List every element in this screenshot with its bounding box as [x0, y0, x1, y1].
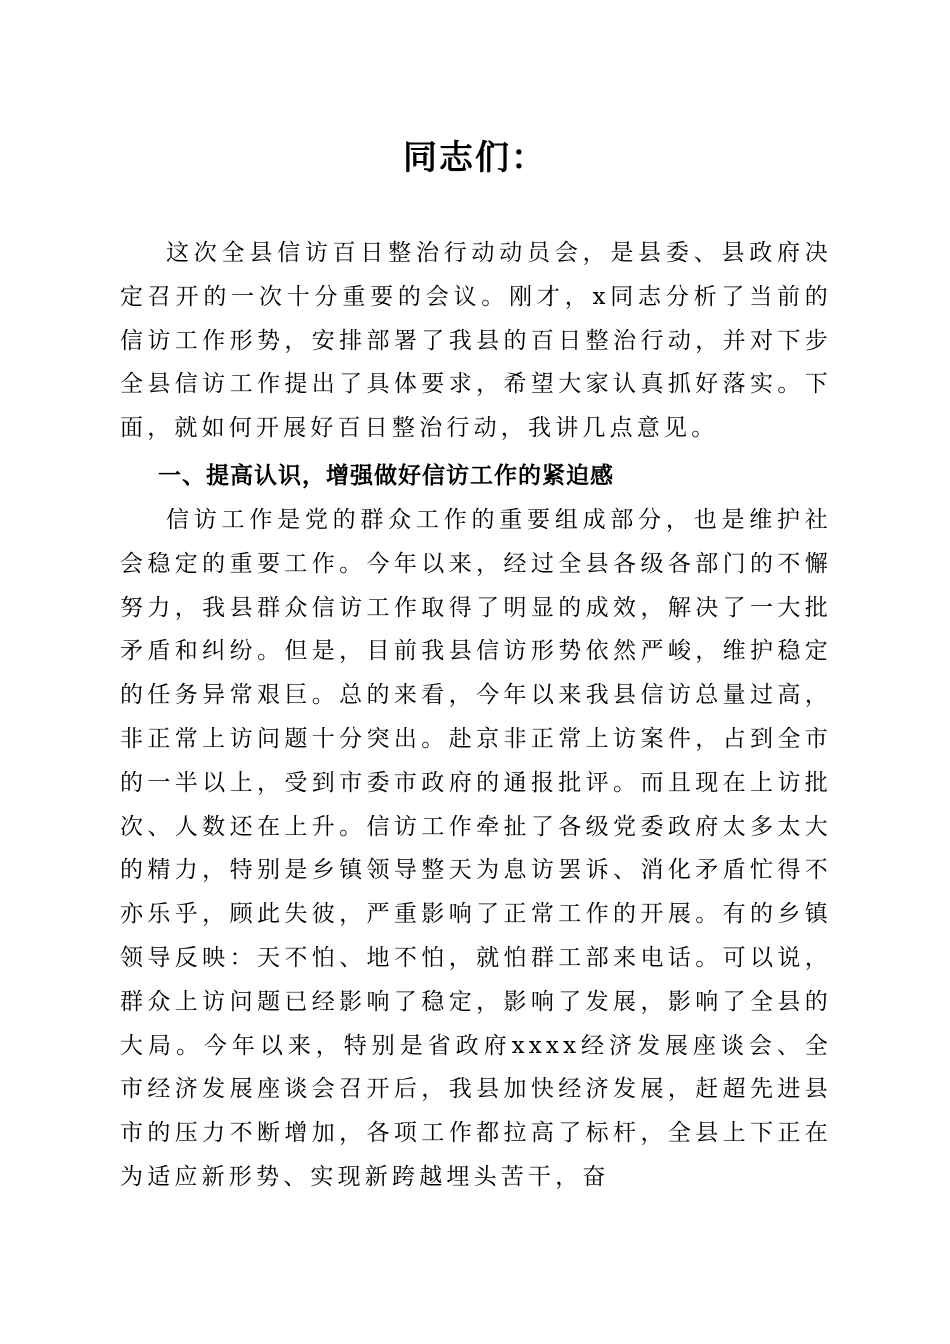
document-title: 同志们： [403, 138, 547, 178]
section-paragraph: 信访工作是党的群众工作的重要组成部分，也是维护社会稳定的重要工作。今年以来，经过全县各级各部门的不懈努力，我县群众信访工作取得了明显的成效，解决了一大批矛盾和纠纷。但是，目前我县信访形势依然严峻，维护稳定的任务异常艰巨。总的来看，今年以来我县信访总量过高，非正常上访问题十分突出。赴京非正常上访案件，占到全市的一半以上，受到市委市政府的通报批评。而且现在上访批次、人数还在上升。信访工作牵扯了各级党委政府太多太大的精力，特别是乡镇领导整天为息访罢诉、消化矛盾忙得不亦乐乎，顾此失彼，严重影响了正常工作的开展。有的乡镇领导反映：天不怕、地不怕，就怕群工部来电话。可以说，群众上访问题已经影响了稳定，影响了发展，影响了全县的大局。今年以来，特别是省政府xxxx经济发展座谈会、全市经济发展座谈会召开后，我县加快经济发展，赶超先进县市的压力不断增加，各项工作都拉高了标杆，全县上下正在为适应新形势、实现新跨越埋头苦干，奋 [120, 507, 832, 1190]
section-heading: 一、提高认识，增强做好信访工作的紧迫感 [158, 463, 614, 489]
intro-paragraph: 这次全县信访百日整治行动动员会，是县委、县政府决定召开的一次十分重要的会议。刚才，x同志分析了当前的信访工作形势，安排部署了我县的百日整治行动，并对下步全县信访工作提出了具体要求，希望大家认真抓好落实。下面，就如何开展好百日整治行动，我讲几点意见。 [120, 240, 832, 442]
